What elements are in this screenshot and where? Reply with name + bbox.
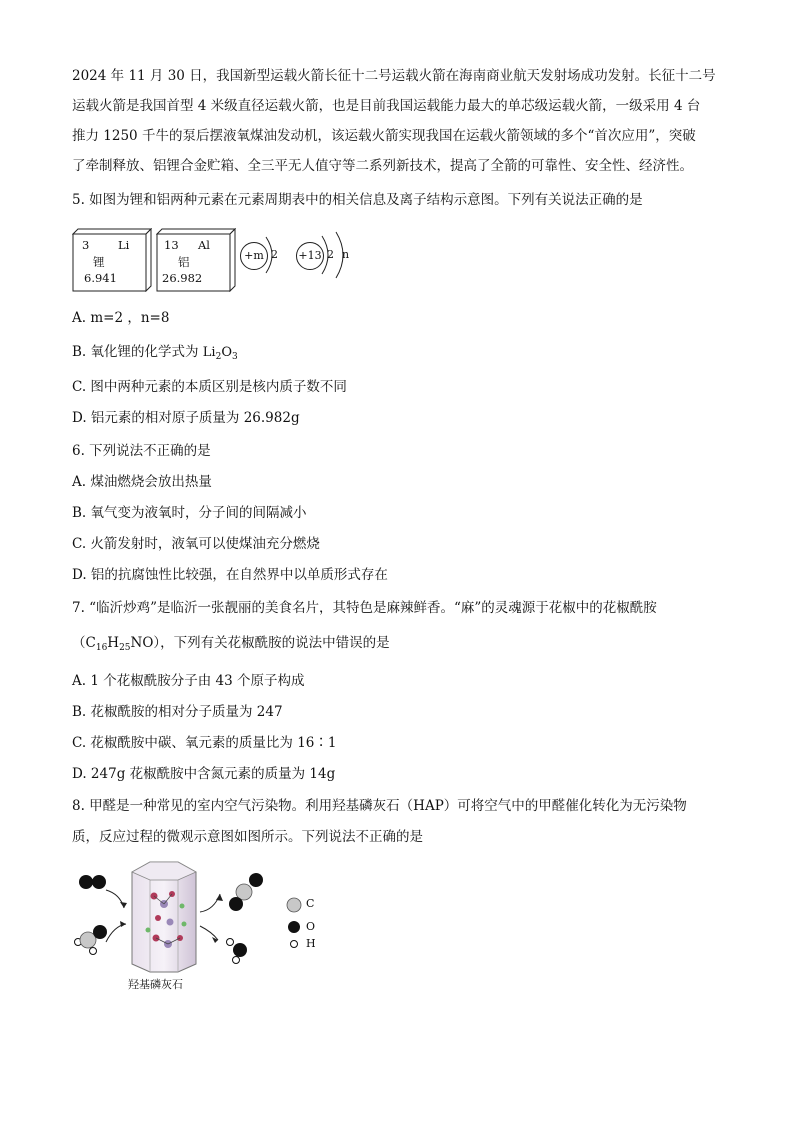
formula-sub-25: 25 <box>119 643 131 653</box>
shell-1-count-al: 2 <box>327 248 334 261</box>
reactant-formaldehyde-molecule <box>75 925 108 955</box>
card-al-name: 铝 <box>178 255 190 269</box>
nucleus-2: +13 <box>296 242 324 270</box>
q7-option-b: B. 花椒酰胺的相对分子质量为 247 <box>72 704 283 720</box>
formula-sub-2: 2 <box>215 352 222 362</box>
q6-option-c: C. 火箭发射时，液氧可以使煤油充分燃烧 <box>72 536 320 552</box>
card-li-mass: 6.941 <box>84 271 117 285</box>
element-card-li <box>72 228 152 292</box>
formula-sub-3: 3 <box>232 352 238 362</box>
q6-option-a: A. 煤油燃烧会放出热量 <box>72 474 212 490</box>
product-water-molecule <box>227 939 248 964</box>
intro-line-2: 运载火箭是我国首型 4 米级直径运载火箭，也是目前我国运载能力最大的单芯级运载火箭，一级采用 4 台 <box>72 98 701 114</box>
legend-carbon-atom <box>287 898 301 912</box>
reaction-diagram <box>72 860 372 990</box>
card-li-name: 锂 <box>93 255 105 269</box>
q7-stem-line-2 <box>72 633 390 653</box>
li2o3-formula <box>203 345 238 360</box>
product-co2-molecule <box>229 873 263 911</box>
card-al-symbol: Al <box>198 238 210 252</box>
q7-option-c: C. 花椒酰胺中碳、氧元素的质量比为 16∶1 <box>72 735 337 751</box>
q8-stem-line-1: 8. 甲醛是一种常见的室内空气污染物。利用羟基磷灰石（HAP）可将空气中的甲醛催化转化为无污染物 <box>72 798 687 814</box>
element-card-al <box>156 228 236 292</box>
formula-h: H <box>107 635 120 651</box>
q7-option-a: A. 1 个花椒酰胺分子由 43 个原子构成 <box>72 673 305 689</box>
q5-option-b <box>72 342 238 363</box>
reactant-o2-molecule <box>79 875 106 889</box>
intro-line-3: 推力 1250 千牛的泵后摆液氧煤油发动机，该运载火箭实现我国在运载火箭领域的多个“首次应用”，突破 <box>72 128 696 144</box>
legend-label-c: C <box>306 897 315 910</box>
q5-option-b-text: B. 氧化锂的化学式为 <box>72 344 203 360</box>
q5-option-a: A. m=2 ，n=8 <box>72 310 170 326</box>
q5-option-d: D. 铝元素的相对原子质量为 26.982g <box>72 410 300 426</box>
q7-option-d: D. 247g 花椒酰胺中含氮元素的质量为 14g <box>72 766 336 782</box>
q7-paren-open: （ <box>72 635 86 651</box>
q7-stem-line-1: 7. “临沂炒鸡”是临沂一张靓丽的美食名片，其特色是麻辣鲜香。“麻”的灵魂源于花椒中的花椒酰胺 <box>72 600 657 616</box>
nucleus-1: +m <box>240 242 268 270</box>
intro-line-4: 了牵制释放、铝锂合金贮箱、全三平无人值守等二系列新技术，提高了全箭的可靠性、安全性、经济性。 <box>72 158 693 174</box>
q6-stem: 6. 下列说法不正确的是 <box>72 443 211 459</box>
hydroxyapatite-crystal <box>132 862 196 972</box>
hydroxy-sanshool-formula <box>86 635 154 651</box>
q6-option-b: B. 氧气变为液氧时，分子间的间隔减小 <box>72 505 307 521</box>
shell-2-count-al: n <box>342 248 350 261</box>
legend-oxygen-atom <box>288 921 300 933</box>
legend-hydrogen-atom <box>291 941 298 948</box>
formula-c: C <box>85 635 96 651</box>
shell-1-count: 2 <box>271 248 278 261</box>
formula-no: NO <box>130 635 154 651</box>
card-al-mass: 26.982 <box>162 271 203 285</box>
legend-label-o: O <box>306 920 316 933</box>
formula-li: Li <box>202 345 216 360</box>
formula-o: O <box>221 345 232 360</box>
q7-stem-tail: ），下列有关花椒酰胺的说法中错误的是 <box>153 635 390 651</box>
intro-line-1: 2024 年 11 月 30 日，我国新型运载火箭长征十二号运载火箭在海南商业航天发射场成功发射。长征十二号 <box>72 68 716 84</box>
card-li-symbol: Li <box>118 238 130 252</box>
legend-label-h: H <box>306 937 316 950</box>
q8-stem-line-2: 质，反应过程的微观示意图如图所示。下列说法不正确的是 <box>72 829 423 845</box>
catalyst-caption: 羟基磷灰石 <box>128 978 183 991</box>
formula-sub-16: 16 <box>95 643 108 653</box>
q5-stem: 5. 如图为锂和铝两种元素在元素周期表中的相关信息及离子结构示意图。下列有关说法正确的是 <box>72 192 643 208</box>
q5-option-c: C. 图中两种元素的本质区别是核内质子数不同 <box>72 379 347 395</box>
card-al-number: 13 <box>164 238 179 252</box>
card-li-number: 3 <box>82 238 90 252</box>
q6-option-d: D. 铝的抗腐蚀性比较强，在自然界中以单质形式存在 <box>72 567 388 583</box>
electron-shell-arcs-2 <box>318 230 362 280</box>
